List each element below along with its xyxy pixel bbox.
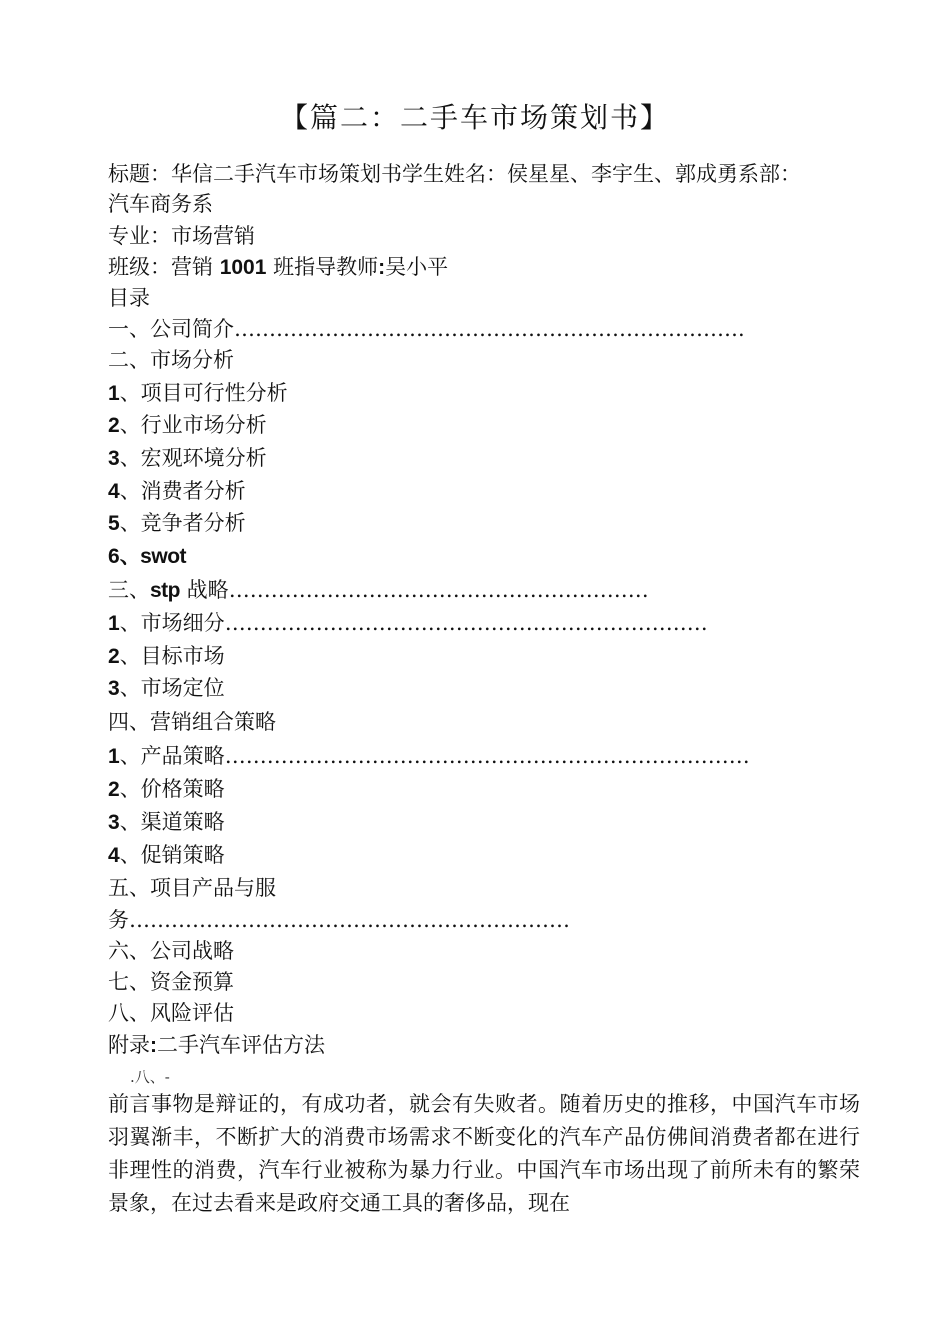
- toc-leader-dots: ………………………………………………………: [129, 908, 570, 932]
- toc-item[interactable]: [108, 740, 750, 773]
- toc-item[interactable]: [108, 409, 267, 442]
- toc-item[interactable]: [108, 806, 225, 839]
- toc-section-3-latin: stp: [150, 579, 180, 602]
- appendix-colon: :: [150, 1034, 157, 1057]
- toc-item-number: 1: [108, 382, 120, 405]
- toc-item-label: 、市场细分: [119, 611, 225, 635]
- appendix-prefix: 附录: [108, 1033, 150, 1057]
- toc-item[interactable]: [108, 640, 225, 673]
- meta-line-title: 标题：华信二手汽车市场策划书学生姓名：侯星星、李宇生、郭成勇系部：: [108, 162, 801, 186]
- class-number: 1001: [219, 256, 267, 279]
- toc-appendix[interactable]: [108, 1029, 325, 1062]
- toc-item[interactable]: [108, 839, 225, 872]
- toc-item[interactable]: [108, 507, 246, 540]
- toc-item-label: 、swot: [119, 545, 187, 568]
- meta-line-department: 汽车商务系: [108, 192, 213, 216]
- toc-section-2[interactable]: 二、市场分析: [108, 348, 234, 372]
- toc-section-5[interactable]: 五、项目产品与服: [108, 876, 276, 900]
- toc-item[interactable]: [108, 672, 225, 705]
- toc-section-7[interactable]: 七、资金预算: [108, 970, 234, 994]
- toc-item-label: 、促销策略: [119, 843, 225, 867]
- stray-mark: .八、-: [130, 1068, 170, 1086]
- toc-item-label: 、市场定位: [119, 676, 225, 700]
- toc-section-3-label: 战略: [180, 578, 229, 602]
- appendix-label: 二手汽车评估方法: [157, 1033, 325, 1057]
- class-colon: :: [378, 256, 386, 279]
- toc-item-label: 、竞争者分析: [119, 511, 246, 535]
- toc-section-6[interactable]: 六、公司战略: [108, 939, 234, 963]
- class-suffix: 班指导教师: [266, 255, 379, 279]
- page-title: 【篇二：二手车市场策划书】: [279, 101, 670, 134]
- toc-item[interactable]: [108, 607, 708, 640]
- toc-item-label: 、宏观环境分析: [119, 446, 267, 470]
- class-prefix: 班级：营销: [108, 255, 220, 279]
- toc-item-label: 、渠道策略: [119, 810, 225, 834]
- toc-item[interactable]: [108, 540, 186, 573]
- toc-item-number: 1: [108, 745, 120, 768]
- toc-item-number: 2: [108, 778, 120, 801]
- toc-section-4[interactable]: 四、营销组合策略: [108, 710, 276, 734]
- toc-item-number: 3: [108, 447, 120, 470]
- toc-item-label: 、行业市场分析: [119, 413, 267, 437]
- toc-item-number: 4: [108, 480, 120, 503]
- toc-item-number: 3: [108, 677, 120, 700]
- toc-item[interactable]: [108, 773, 225, 806]
- toc-section-1[interactable]: [108, 313, 745, 345]
- meta-line-major: 专业：市场营销: [108, 224, 255, 248]
- toc-item[interactable]: [108, 377, 288, 410]
- toc-item-number: 2: [108, 645, 120, 668]
- toc-section-3[interactable]: [108, 574, 649, 607]
- toc-item[interactable]: [108, 475, 246, 508]
- toc-leader-dots: …………………………………………………………………: [224, 744, 750, 768]
- toc-item-label: 、产品策略: [119, 744, 225, 768]
- toc-item-number: 1: [108, 612, 120, 635]
- toc-section-8[interactable]: 八、风险评估: [108, 1001, 234, 1025]
- class-teacher: 吴小平: [385, 255, 449, 279]
- toc-heading: 目录: [108, 286, 150, 310]
- toc-item-number: 6: [108, 545, 120, 568]
- toc-section-1-label: 一、公司简介: [108, 317, 234, 341]
- toc-section-3-prefix: 三、: [108, 578, 150, 602]
- toc-item-number: 5: [108, 512, 120, 535]
- toc-section-5-cont[interactable]: [108, 904, 570, 936]
- toc-item[interactable]: [108, 442, 267, 475]
- preface-paragraph: 前言事物是辩证的，有成功者，就会有失败者。随着历史的推移，中国汽车市场羽翼渐丰，不断扩大的消费市场需求不断变化的汽车产品仿佛间消费者都在进行非理性的消费，汽车行业被称为暴力行业。中国汽车市场出现了前所未有的繁荣景象，在过去看来是政府交通工具的奢侈品，现在: [108, 1092, 860, 1215]
- toc-leader-dots: ……………………………………………………: [228, 578, 649, 602]
- toc-section-5-label: 务: [108, 908, 129, 932]
- toc-item-label: 、目标市场: [119, 644, 225, 668]
- toc-leader-dots: ……………………………………………………………….: [234, 317, 745, 341]
- toc-item-number: 3: [108, 811, 120, 834]
- toc-item-number: 2: [108, 414, 120, 437]
- toc-item-number: 4: [108, 844, 120, 867]
- toc-item-label: 、项目可行性分析: [119, 381, 288, 405]
- toc-leader-dots: ……………………………………………………………: [224, 611, 708, 635]
- toc-item-label: 、价格策略: [119, 777, 225, 801]
- toc-item-label: 、消费者分析: [119, 479, 246, 503]
- meta-line-class: [108, 251, 448, 284]
